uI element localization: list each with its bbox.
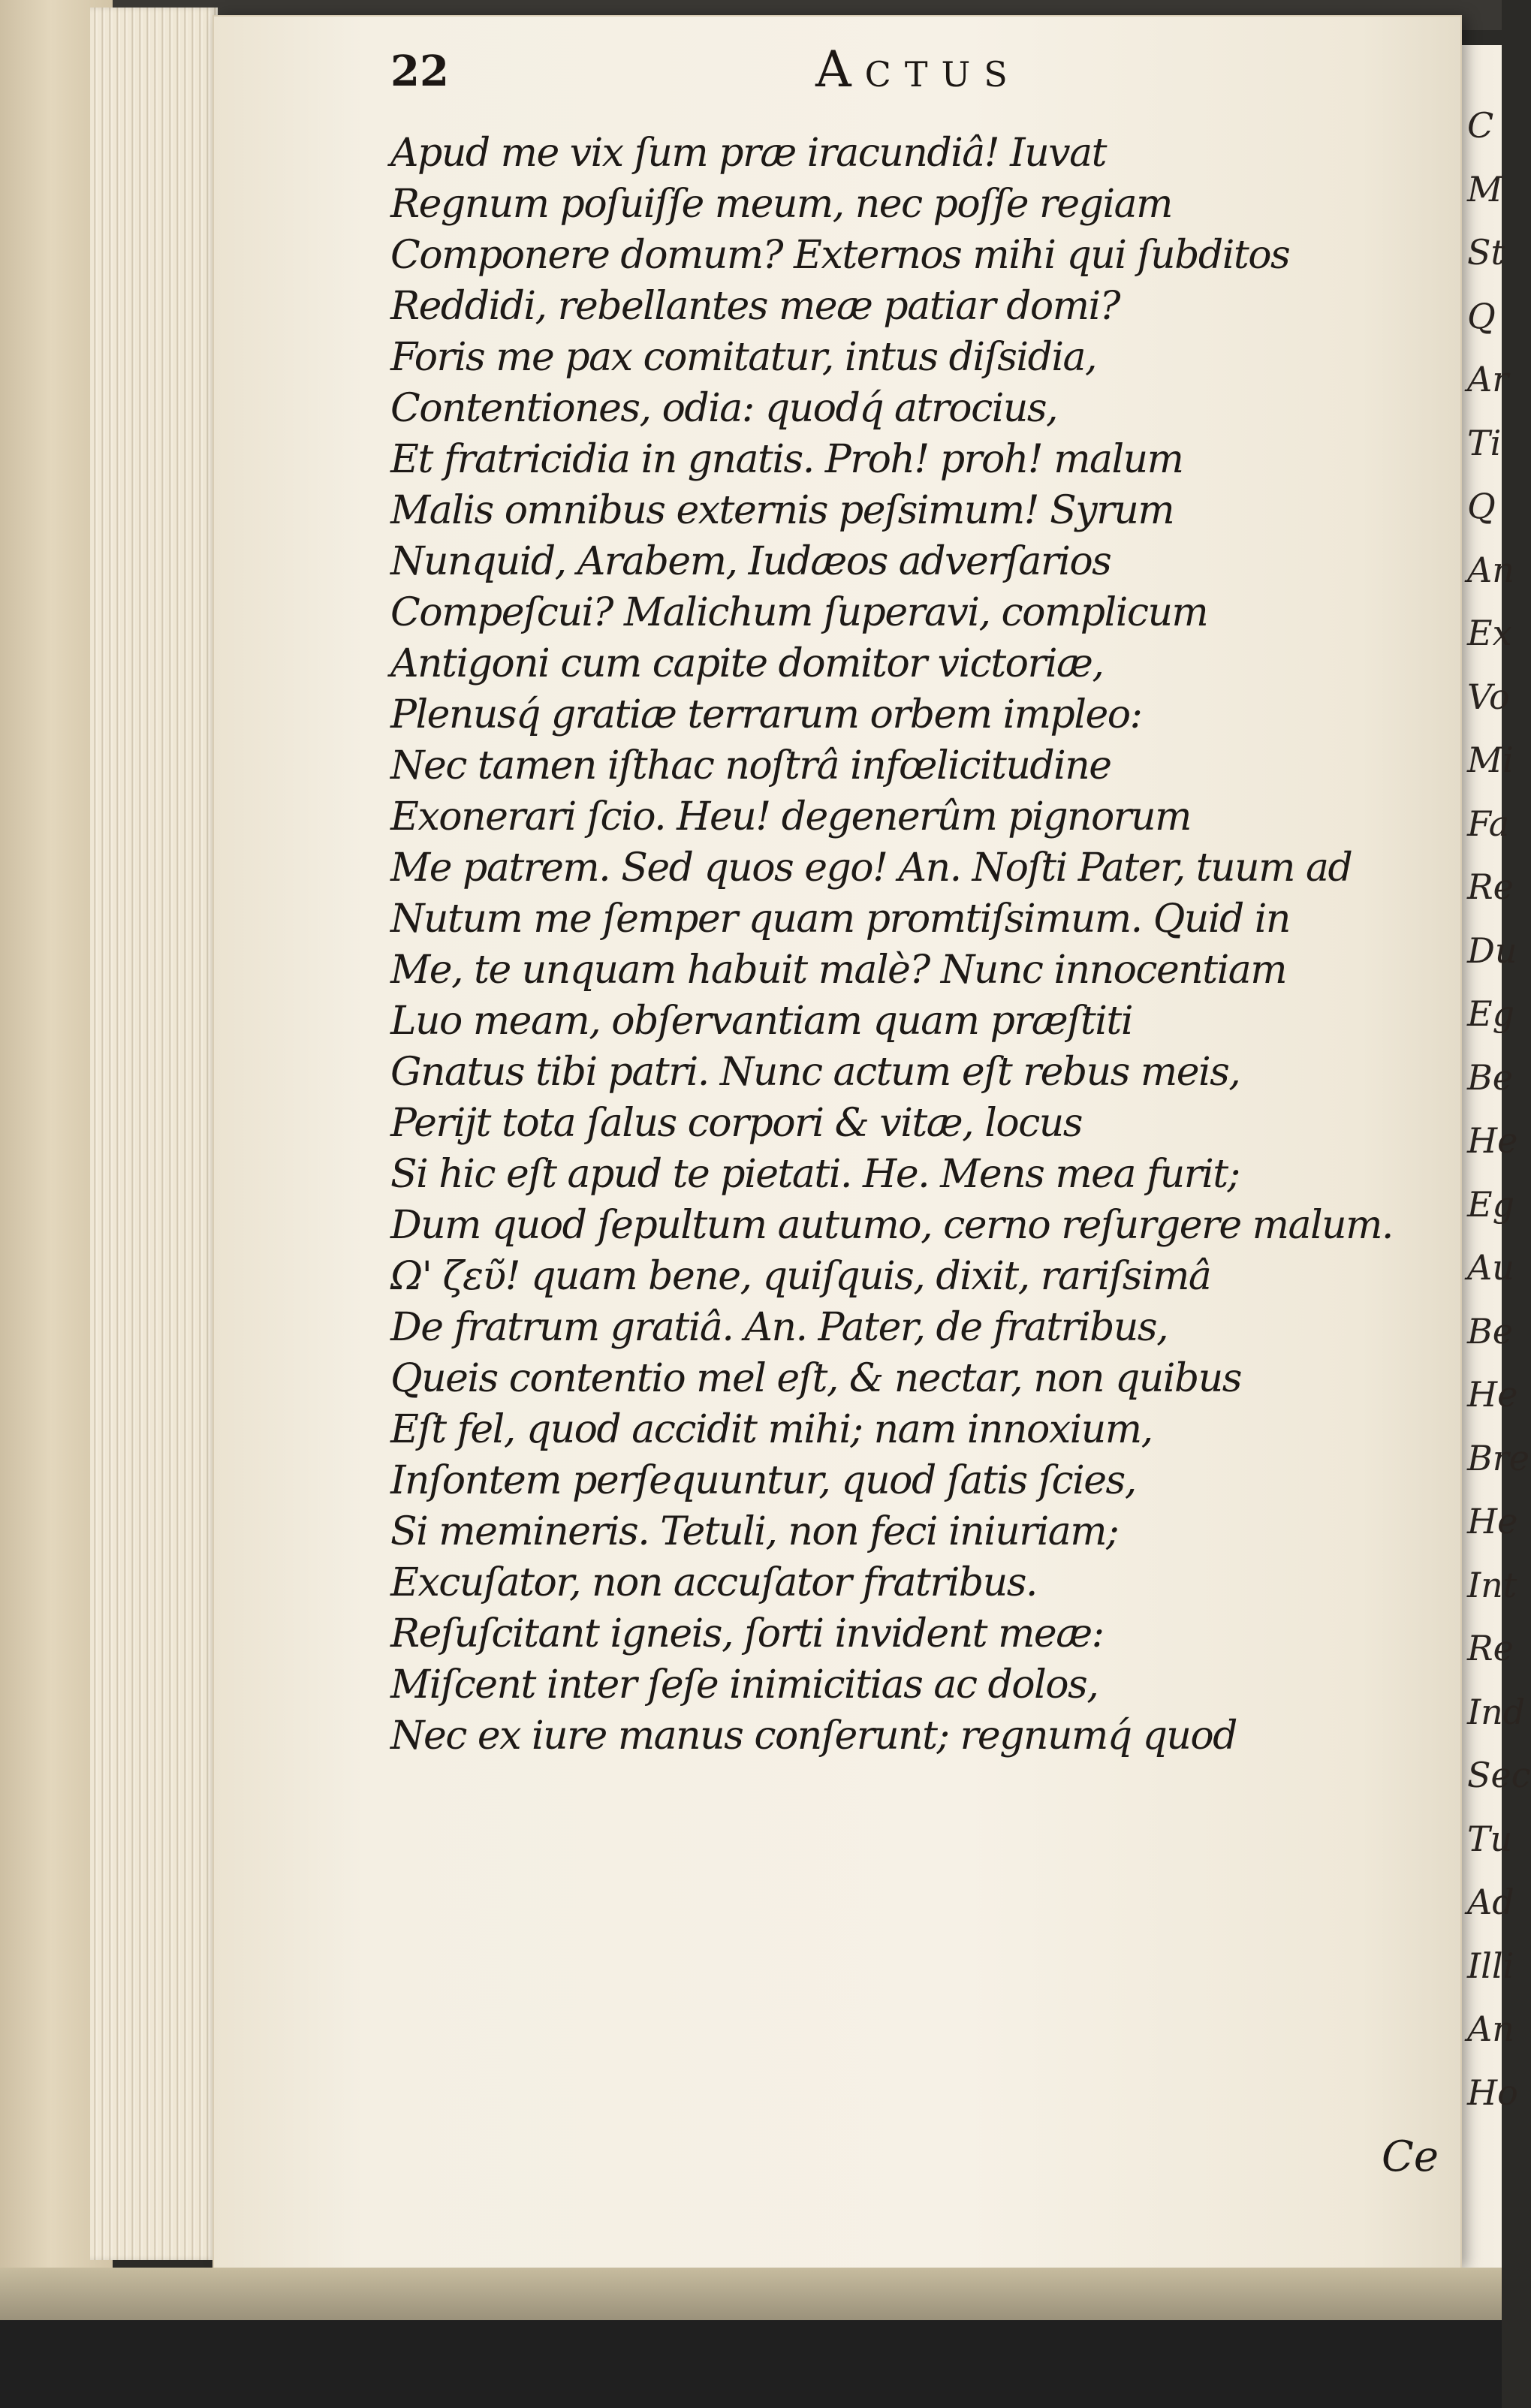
verse-line: Plenusq́ gratiæ terrarum orbem impleo: (390, 692, 1142, 737)
facing-page-line-fragment: An (1467, 2009, 1514, 2049)
verse-line: Eſt fel, quod accidit mihi; nam innoxium, (390, 1407, 1153, 1452)
facing-page-line-fragment: M (1467, 168, 1503, 209)
facing-page-line-fragment: Ar (1467, 359, 1509, 399)
verse-line: Gnatus tibi patri. Nunc actum eſt rebus meis, (390, 1050, 1240, 1095)
facing-page-line-fragment: Eg (1467, 1183, 1515, 1225)
facing-page-line-fragment: Illi (1467, 1945, 1514, 1986)
verse-line: Malis omnibus externis peſsimum! Syrum (390, 488, 1174, 533)
running-head: Actus (815, 41, 1021, 98)
verse-line: Nunquid, Arabem, Iudæos adverſarios (390, 539, 1111, 584)
facing-page-line-fragment: Ex (1467, 613, 1512, 653)
verse-line: Apud me vix ſum præ iracundiâ! Iuvat (390, 131, 1106, 176)
facing-page-line-fragment: Eg (1467, 993, 1515, 1034)
facing-page-line-fragment: Ho (1467, 2072, 1518, 2113)
bottom-page-edge (0, 2268, 1502, 2320)
facing-page-line-fragment: He (1467, 1501, 1518, 1542)
verse-line: Antigoni cum capite domitor victoriæ, (390, 641, 1104, 686)
facing-page-line-fragment: Fa (1467, 803, 1510, 844)
verse-line: Me patrem. Sed quos ego! An. Noſti Pater, tuum ad (390, 845, 1352, 891)
verse-line: Nec tamen iſthac noſtrâ infœlicitudine (390, 743, 1111, 788)
facing-page-line-fragment: He (1467, 1374, 1518, 1415)
verse-line: Luo meam, obſervantiam quam præſtiti (390, 999, 1132, 1044)
facing-page-line-fragment: Bre (1467, 1437, 1530, 1478)
facing-page-line-fragment: An (1467, 549, 1514, 590)
verse-line: Me, te unquam habuit malè? Nunc innocentiam (390, 948, 1287, 993)
verse-text-block (390, 128, 1427, 1762)
page-number: 22 (390, 47, 449, 96)
facing-page-line-fragment: Q (1467, 295, 1496, 336)
verse-line: Si memineris. Tetuli, non feci iniuriam; (390, 1509, 1119, 1554)
verse-line: Queis contentio mel eſt, & nectar, non quibus (390, 1356, 1241, 1401)
facing-page-line-fragment: Tu (1467, 1818, 1513, 1859)
verse-line: Miſcent inter ſeſe inimicitias ac dolos, (390, 1662, 1099, 1707)
facing-page-line-fragment: Q (1467, 486, 1496, 526)
verse-line: Regnum poſuiſſe meum, nec poſſe regiam (390, 182, 1172, 227)
verse-line: Compeſcui? Malichum ſuperavi, complicum (390, 590, 1208, 635)
verse-line: Et fratricidia in gnatis. Proh! proh! malum (390, 437, 1183, 482)
verse-line: Excuſator, non accuſator fratribus. (390, 1560, 1037, 1605)
verse-line: Contentiones, odia: quodq́ atrocius, (390, 386, 1058, 431)
verse-line: De fratrum gratiâ. An. Pater, de fratribus, (390, 1305, 1168, 1350)
facing-page-line-fragment: Ti (1467, 422, 1502, 463)
bottom-dark-background (0, 2320, 1502, 2408)
verse-line: Reddidi, rebellantes meæ patiar domi? (390, 284, 1120, 329)
facing-page-line-fragment: Be (1467, 1310, 1514, 1352)
facing-page-line-fragment: He (1467, 1120, 1518, 1161)
verse-line: Nutum me ſemper quam promtiſsimum. Quid in (390, 897, 1290, 942)
verse-line: Componere domum? Externos mihi qui ſubditos (390, 233, 1290, 278)
facing-page-line-fragment: C (1467, 105, 1494, 146)
verse-line: Exonerari ſcio. Heu! degenerûm pignorum (390, 794, 1191, 839)
facing-page-line-fragment: Be (1467, 1056, 1514, 1098)
facing-page-line-fragment: Re (1467, 866, 1514, 907)
facing-page-line-fragment: Re (1467, 1628, 1514, 1668)
verse-line: Nec ex iure manus conſerunt; regnumq́ quod (390, 1713, 1237, 1759)
facing-page-line-fragment: Ind (1467, 1691, 1526, 1732)
verse-line: Dum quod ſepultum autumo, cerno reſurgere malum. (390, 1203, 1393, 1248)
facing-page-line-fragment: Mi (1467, 740, 1514, 780)
facing-page-line-fragment: Vo (1467, 676, 1510, 717)
page-header (390, 41, 1367, 114)
facing-page-line-fragment: Ad (1467, 1882, 1514, 1922)
verse-line: Inſontem perſequuntur, quod ſatis ſcies, (390, 1458, 1136, 1503)
verse-line: Ω' ζεῦ! quam bene, quiſquis, dixit, rariſsimâ (390, 1254, 1211, 1299)
verse-line: Foris me pax comitatur, intus diſsidia, (390, 335, 1097, 380)
facing-page-line-fragment: Int (1467, 1564, 1517, 1605)
facing-page-line-fragment: St (1467, 232, 1505, 273)
verse-line: Si hic eſt apud te pietati. He. Mens mea furit; (390, 1152, 1240, 1197)
facing-page-line-fragment: Du (1467, 930, 1517, 971)
catchword: Ce (1382, 2132, 1439, 2181)
stacked-page-edges (90, 8, 218, 2260)
facing-page-line-fragment: Sec (1467, 1755, 1531, 1795)
verse-line: Perijt tota ſalus corpori & vitæ, locus (390, 1101, 1082, 1146)
facing-page-line-fragment: Au (1467, 1247, 1514, 1288)
verse-line: Reſuſcitant igneis, ſorti invident meæ: (390, 1611, 1104, 1656)
